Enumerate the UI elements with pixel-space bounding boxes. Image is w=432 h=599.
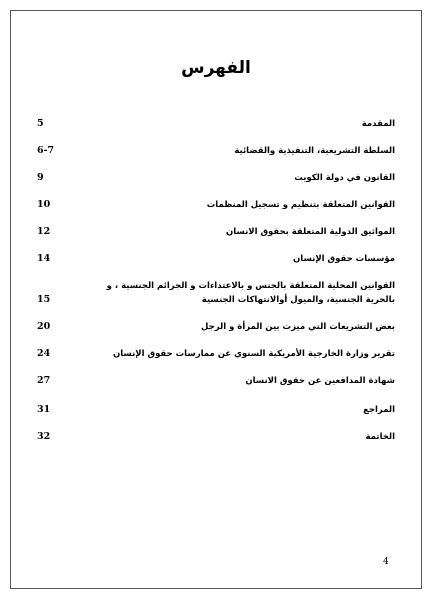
toc-entry-text: القانون في دولة الكويت xyxy=(294,173,395,183)
toc-entry-text: تقرير وزارة الخارجية الأمريكية السنوي عن ممارسات حقوق الإنسان xyxy=(112,349,395,359)
toc-entry-page: 24 xyxy=(37,348,51,359)
toc-entry-page: 27 xyxy=(37,375,51,386)
page-number: 4 xyxy=(383,557,389,567)
toc-entry-text: المراجع xyxy=(363,405,395,415)
toc-entry-text: القوانين المتعلقة بتنظيم و تسجيل المنظمات xyxy=(206,200,395,210)
toc-entry-text: مؤسسات حقوق الإنسان xyxy=(293,254,395,264)
toc-entry-text: المواثيق الدولية المتعلقة بحقوق الانسان xyxy=(225,227,395,237)
page-title: الفهرس xyxy=(181,58,251,78)
toc-entry-page: 12 xyxy=(37,226,51,237)
toc-entry-page: 6-7 xyxy=(37,145,55,156)
toc-entry-page: 20 xyxy=(37,321,51,332)
toc-entry-text: بعض التشريعات التي ميزت بين المرأة و الرجل xyxy=(201,322,395,332)
toc-entry-text: المقدمة xyxy=(361,119,395,129)
toc-entry-page: 14 xyxy=(37,253,51,264)
toc-entry-text: شهادة المدافعين عن حقوق الانسان xyxy=(245,376,395,386)
toc-entry-page: 10 xyxy=(37,199,51,210)
toc-entry-page: 15 xyxy=(37,294,51,305)
toc-entry-page: 5 xyxy=(37,118,44,129)
toc-entry-text: الخاتمة xyxy=(365,432,395,442)
toc-entry-page: 32 xyxy=(37,431,51,442)
toc-entry-page: 9 xyxy=(37,172,44,183)
toc-entry-text: السلطة التشريعية، التنفيذية والقضائية xyxy=(234,146,395,156)
toc-entry-text: القوانين المحلية المتعلقة بالجنس و بالاعتداءات و الجرائم الجنسية ، و بالحرية الجنسية، والميول أوالانتهاكات الجنسية xyxy=(106,281,395,305)
toc-entry-page: 31 xyxy=(37,404,51,415)
